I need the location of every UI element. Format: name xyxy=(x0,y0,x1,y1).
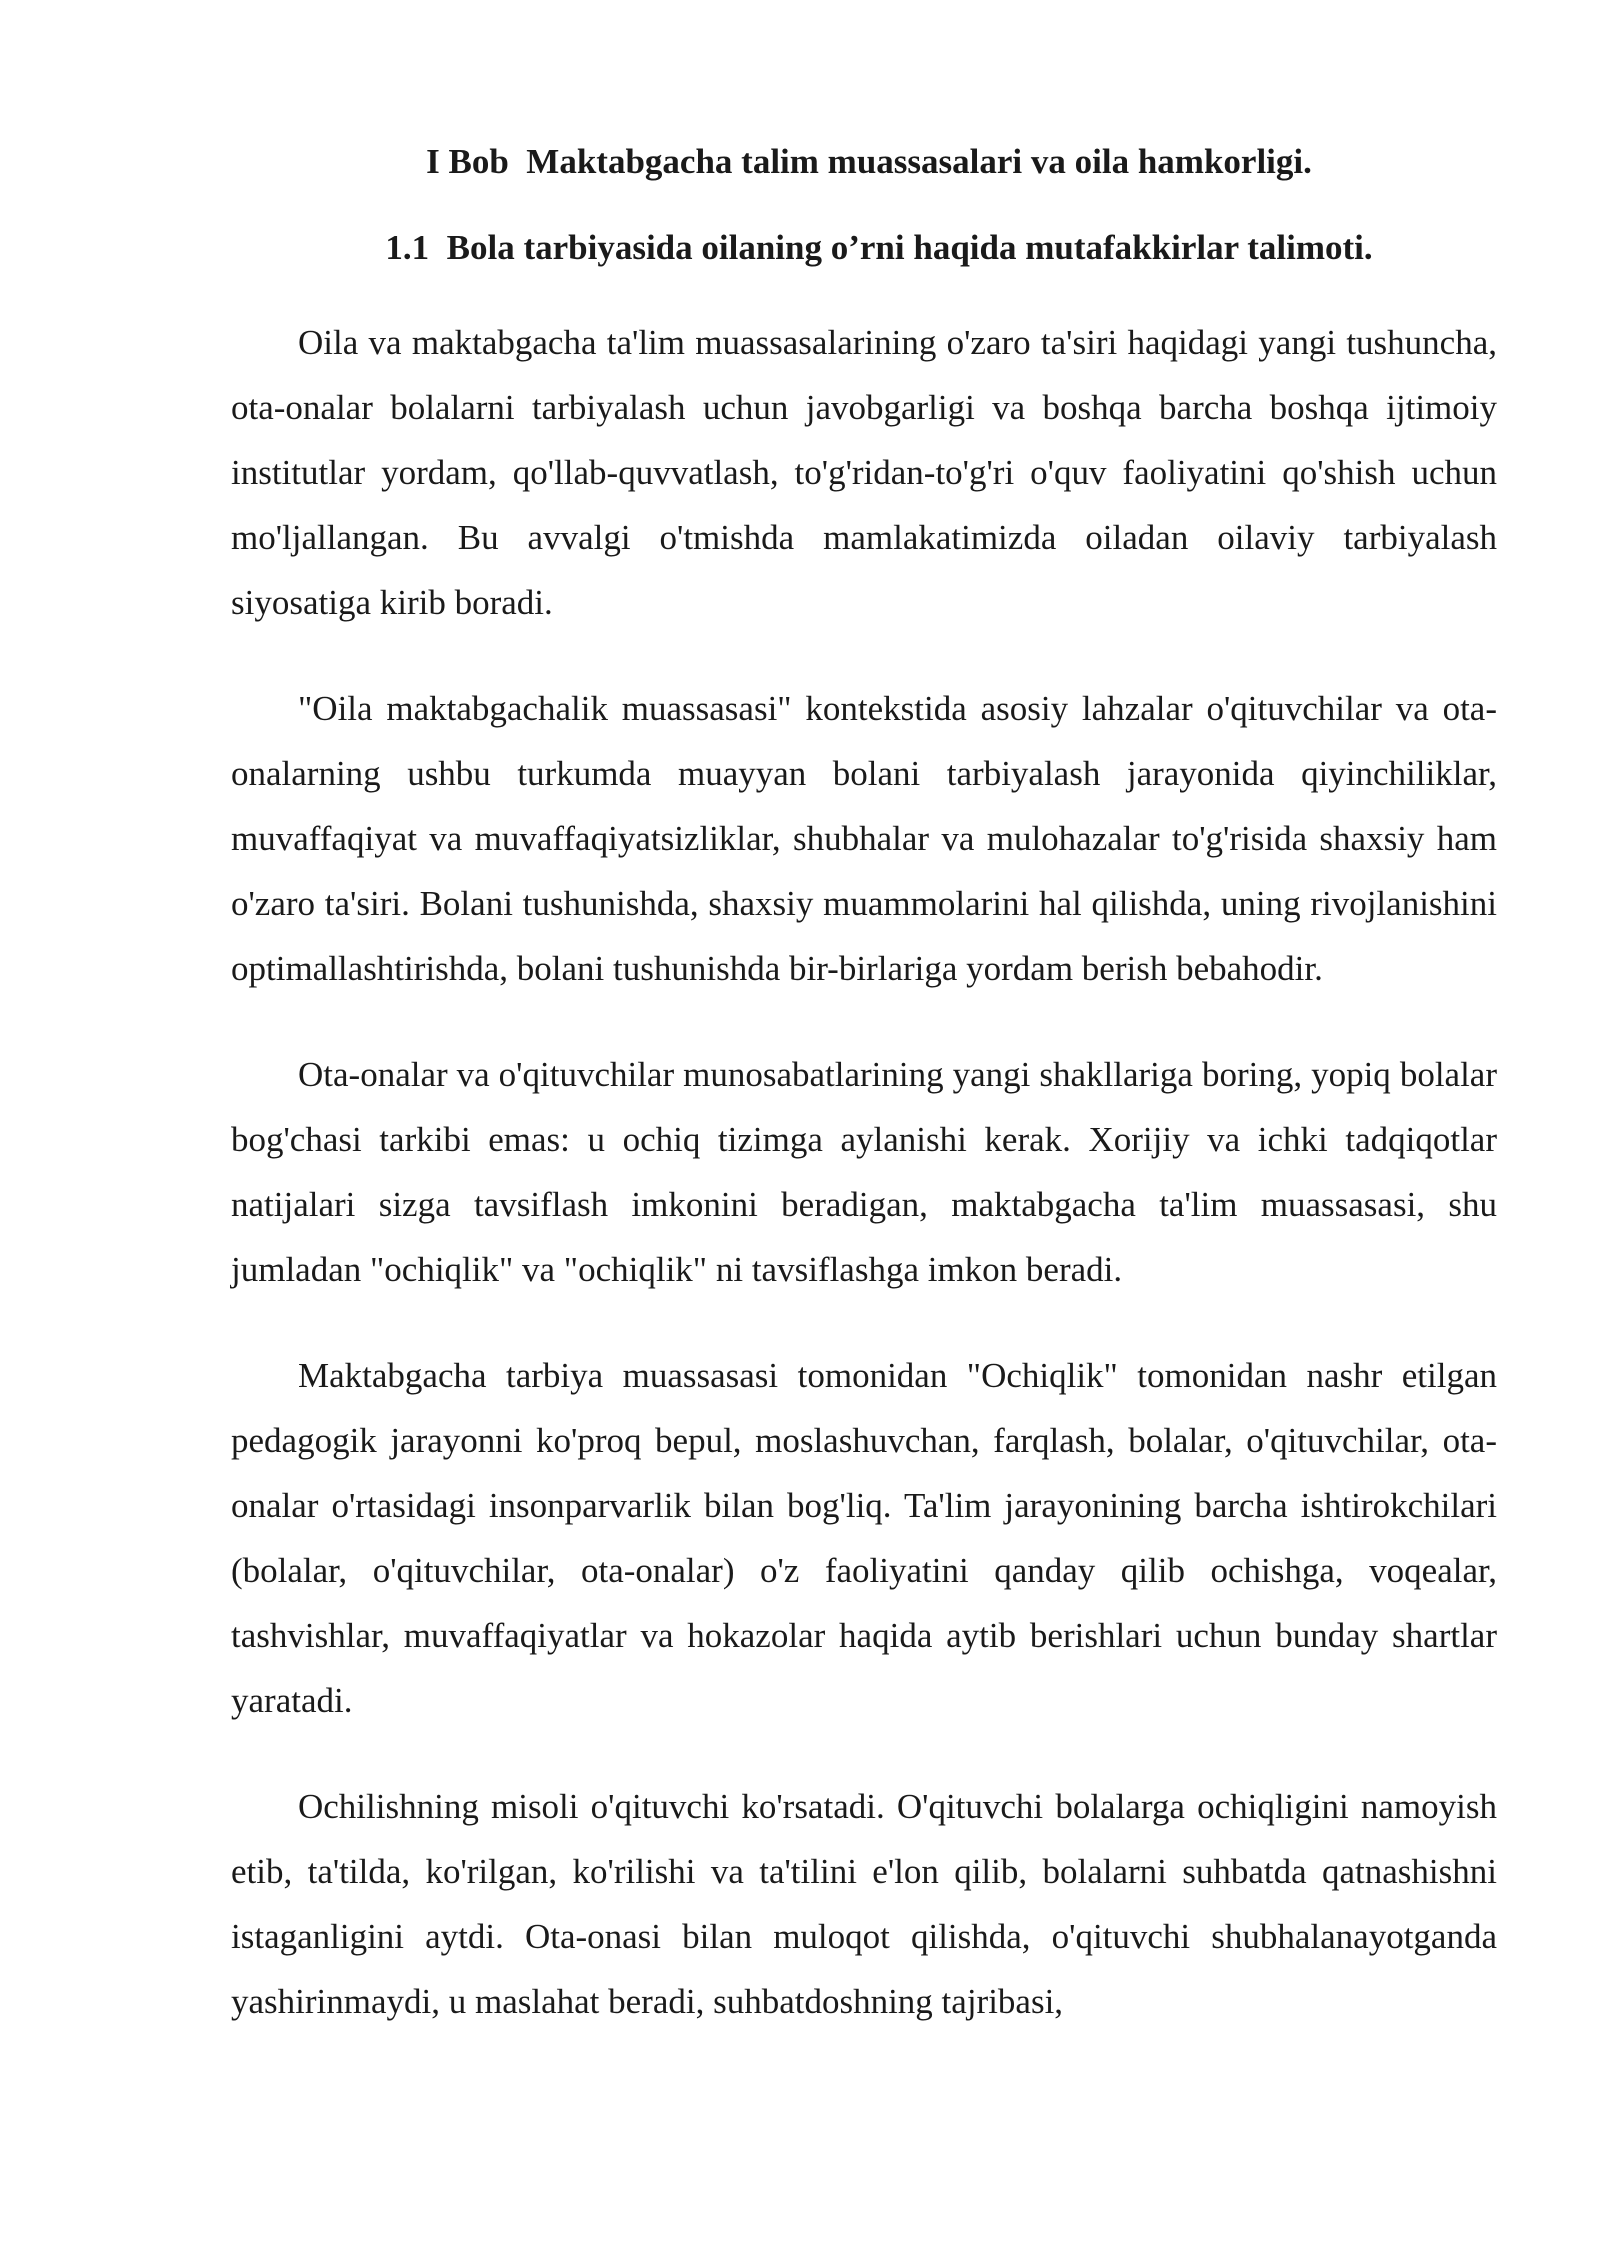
body-paragraph: Oila va maktabgacha ta'lim muassasalarining o'zaro ta'siri haqidagi yangi tushuncha, ota-onalar bolalarni tarbiyalash uchun javobgarligi va boshqa barcha boshqa ijtimoiy institutlar yordam, qo'llab-quvvatlash, to'g'ridan-to'g'ri o'quv faoliyatini qo'shish uchun mo'ljallangan. Bu avvalgi o'tmishda mamlakatimizda oiladan oilaviy tarbiyalash siyosatiga kirib boradi. xyxy=(231,323,1497,622)
body-paragraph: Ochilishning misoli o'qituvchi ko'rsatadi. O'qituvchi bolalarga ochiqligini namoyish etib, ta'tilda, ko'rilgan, ko'rilishi va ta'tilini e'lon qilib, bolalarni suhbatda qatnashishni istaganligini aytdi. Ota-onasi bilan muloqot qilishda, o'qituvchi shubhalanayotganda yashirinmaydi, u maslahat beradi, suhbatdoshning tajribasi, xyxy=(231,1787,1497,2021)
section-title: 1.1 Bola tarbiyasida oilaning o’rni haqida mutafakkirlar talimoti. xyxy=(385,228,1373,267)
body-paragraph: Ota-onalar va o'qituvchilar munosabatlarining yangi shakllariga boring, yopiq bolalar bog'chasi tarkibi emas: u ochiq tizimga aylanishi kerak. Xorijiy va ichki tadqiqotlar natijalari sizga tavsiflash imkonini beradigan, maktabgacha ta'lim muassasasi, shu jumladan "ochiqlik" va "ochiqlik" ni tavsiflashga imkon beradi. xyxy=(231,1055,1497,1289)
body-paragraph: Maktabgacha tarbiya muassasasi tomonidan "Ochiqlik" tomonidan nashr etilgan pedagogik jarayonni ko'proq bepul, moslashuvchan, farqlash, bolalar, o'qituvchilar, ota-onalar o'rtasidagi insonparvarlik bilan bog'liq. Ta'lim jarayonining barcha ishtirokchilari (bolalar, o'qituvchilar, ota-onalar) o'z faoliyatini qanday qilib ochishga, voqealar, tashvishlar, muvaffaqiyatlar va hokazolar haqida aytib berishlari uchun bunday shartlar yaratadi. xyxy=(231,1356,1497,1720)
document-page xyxy=(231,140,1497,2034)
body-paragraph: "Oila maktabgachalik muassasasi" kontekstida asosiy lahzalar o'qituvchilar va ota-onalarning ushbu turkumda muayyan bolani tarbiyalash jarayonida qiyinchiliklar, muvaffaqiyat va muvaffaqiyatsizliklar, shubhalar va mulohazalar to'g'risida shaxsiy ham o'zaro ta'siri. Bolani tushunishda, shaxsiy muammolarini hal qilishda, uning rivojlanishini optimallashtirishda, bolani tushunishda bir-birlariga yordam berish bebahodir. xyxy=(231,689,1497,988)
chapter-title: I Bob Maktabgacha talim muassasalari va oila hamkorligi. xyxy=(426,142,1312,181)
